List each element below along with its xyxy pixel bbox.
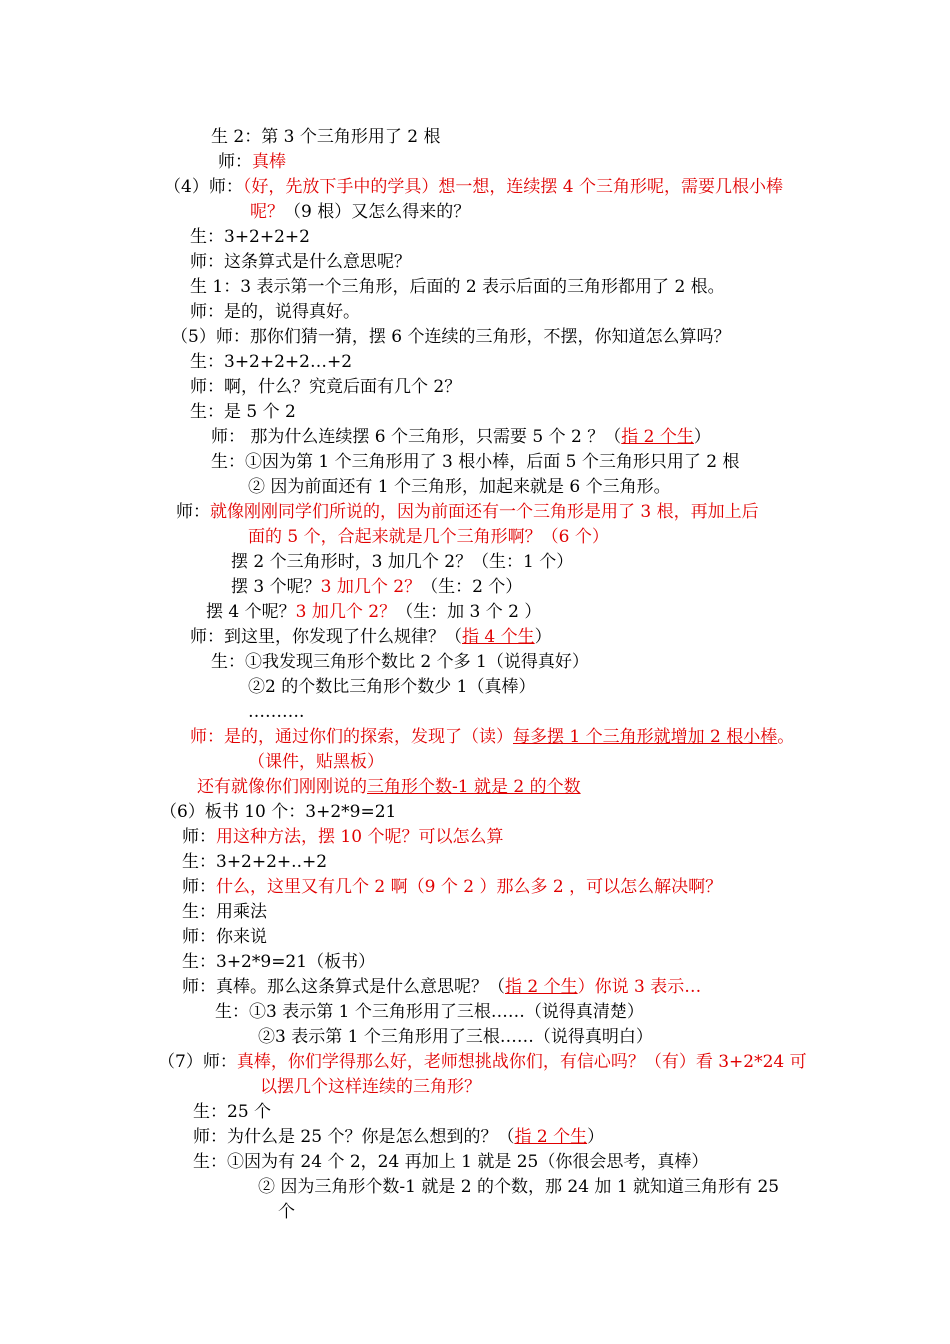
text-line	[171, 326, 730, 348]
text-line	[258, 1026, 653, 1048]
text-segment: 师：是的，通过你们的探索，发现了（读）	[190, 727, 513, 747]
text-segment: 师：是的，说得真好。	[190, 302, 360, 322]
text-line	[248, 701, 304, 723]
text-segment: 生 1：3 表示第一个三角形，后面的 2 表示后面的三角形都用了 2 根。	[190, 277, 725, 297]
text-segment: 生：用乘法	[182, 902, 267, 922]
text-segment: （课件，贴黑板）	[248, 752, 384, 772]
text-segment: 师：啊，什么？究竟后面有几个 2？	[190, 377, 462, 397]
text-segment: （7）师：	[158, 1052, 237, 1072]
text-line	[190, 351, 352, 373]
text-line	[160, 801, 396, 823]
text-segment: 面的 5 个，合起来就是几个三角形啊？（6 个）	[248, 527, 609, 547]
text-segment: 生：①3 表示第 1 个三角形用了三根……（说得真清楚）	[215, 1002, 644, 1022]
text-segment: 师：真棒。那么这条算式是什么意思呢？（	[182, 977, 505, 997]
text-segment: 三角形个数-1 就是 2 的个数	[367, 777, 581, 797]
text-line	[190, 376, 461, 398]
text-line	[182, 826, 503, 848]
text-line	[258, 1176, 779, 1198]
text-line	[182, 926, 267, 948]
text-segment: 以摆几个这样连续的三角形？	[260, 1077, 481, 1097]
text-segment: 指 2 个生	[505, 977, 578, 997]
text-segment: 师：	[182, 827, 216, 847]
text-segment: 生：3+2+2+..+2	[182, 852, 328, 872]
text-segment: （好，先放下手中的学具）想一想，连续摆 4 个三角形呢，需要几根小棒	[242, 177, 783, 197]
text-segment: 什么，这里又有几个 2 啊（9 个 2 ）那么多 2 ，可以怎么解决啊？	[216, 877, 723, 897]
text-segment: （6）板书 10 个：3+2*9=21	[160, 802, 397, 822]
text-segment: 生：3+2*9=21（板书）	[182, 952, 376, 972]
text-segment: （9 根）又怎么得来的？	[284, 202, 471, 222]
text-segment: 摆 3 个呢？	[231, 577, 321, 597]
text-line	[211, 651, 589, 673]
text-segment: 真棒	[252, 152, 286, 172]
text-segment: 3 加几个 2？	[295, 602, 397, 622]
text-segment: ② 因为前面还有 1 个三角形，加起来就是 6 个三角形。	[248, 477, 671, 497]
text-line	[248, 476, 671, 498]
text-line	[197, 776, 581, 798]
text-line	[190, 276, 725, 298]
text-line	[215, 1001, 644, 1023]
text-segment: ②3 表示第 1 个三角形用了三根……（说得真明白）	[258, 1027, 653, 1047]
text-line	[158, 1051, 807, 1073]
text-line	[211, 126, 440, 148]
text-line	[190, 251, 411, 273]
text-line	[206, 601, 541, 623]
text-line	[190, 226, 310, 248]
text-segment: 3 加几个 2？	[320, 577, 422, 597]
text-segment: ）	[587, 1127, 605, 1147]
text-segment: （4）师：	[164, 177, 243, 197]
text-segment: 师：	[176, 502, 210, 522]
text-segment: 摆 4 个呢？	[206, 602, 296, 622]
text-segment: 真棒，你们学得那么好，老师想挑战你们，有信心吗？（有）看 3+2*24 可	[236, 1052, 807, 1072]
text-line	[211, 451, 740, 473]
text-segment: （生：加 3 个 2 ）	[396, 602, 542, 622]
text-segment: 指 2 个生	[621, 427, 694, 447]
text-line	[260, 1076, 481, 1098]
text-segment: 生 2：第 3 个三角形用了 2 根	[211, 127, 441, 147]
text-line	[182, 901, 267, 923]
text-line	[193, 1126, 604, 1148]
text-segment: 还有就像你们刚刚说的	[197, 777, 367, 797]
text-line	[190, 301, 360, 323]
text-segment: 指 2 个生	[514, 1127, 588, 1147]
text-segment: 师：你来说	[182, 927, 267, 947]
text-line	[182, 976, 701, 998]
text-line	[231, 551, 573, 573]
text-segment: ）	[693, 427, 711, 447]
text-segment: 用这种方法，摆 10 个呢？可以怎么算	[216, 827, 504, 847]
text-segment: ② 因为三角形个数-1 就是 2 的个数，那 24 加 1 就知道三角形有 25	[258, 1177, 780, 1197]
text-segment: 个	[278, 1202, 295, 1222]
text-line	[164, 176, 783, 198]
text-segment: 生：①因为第 1 个三角形用了 3 根小棒，后面 5 个三角形只用了 2 根	[211, 452, 740, 472]
text-line	[182, 876, 722, 898]
text-segment: ……….	[248, 702, 305, 722]
text-segment: ②2 的个数比三角形个数少 1（真棒）	[248, 677, 536, 697]
text-segment: （5）师：那你们猜一猜，摆 6 个连续的三角形，不摆，你知道怎么算吗？	[171, 327, 731, 347]
text-segment: 指 4 个生	[462, 627, 535, 647]
text-line	[182, 851, 327, 873]
text-line	[250, 201, 470, 223]
text-line	[190, 626, 552, 648]
text-line	[182, 951, 375, 973]
text-line	[176, 501, 759, 523]
text-line	[231, 576, 522, 598]
text-segment: 师：	[182, 877, 216, 897]
text-segment: 师：到这里，你发现了什么规律？（	[190, 627, 462, 647]
text-line	[248, 526, 609, 548]
text-segment: 生：是 5 个 2	[190, 402, 296, 422]
text-segment: 。	[777, 727, 795, 747]
text-segment: 生：3+2+2+2…+2	[190, 352, 353, 372]
text-line	[190, 726, 794, 748]
text-segment: （生：2 个）	[421, 577, 523, 597]
text-segment: 每多摆 1 个三角形就增加 2 根小棒	[513, 727, 778, 747]
text-segment: 生：①我发现三角形个数比 2 个多 1（说得真好）	[211, 652, 589, 672]
text-segment: ）你说 3 表示…	[577, 977, 702, 997]
text-segment: 摆 2 个三角形时，3 加几个 2？（生：1 个）	[231, 552, 574, 572]
text-segment: 师：为什么是 25 个？你是怎么想到的？（	[193, 1127, 515, 1147]
text-segment: 呢？	[250, 202, 284, 222]
text-line	[190, 401, 296, 423]
text-line	[248, 676, 535, 698]
text-segment: 师：	[218, 152, 252, 172]
text-segment: 生：25 个	[193, 1102, 272, 1122]
text-segment: 师：这条算式是什么意思呢？	[190, 252, 411, 272]
text-segment: 生：3+2+2+2	[190, 227, 310, 247]
text-segment: ）	[534, 627, 552, 647]
text-segment: 生：①因为有 24 个 2，24 再加上 1 就是 25（你很会思考，真棒）	[193, 1152, 709, 1172]
text-line	[193, 1101, 271, 1123]
text-line	[193, 1151, 708, 1173]
text-line	[248, 751, 384, 773]
text-segment: 师： 那为什么连续摆 6 个三角形，只需要 5 个 2 ？（	[211, 427, 622, 447]
text-line	[278, 1201, 295, 1223]
text-line	[211, 426, 711, 448]
text-line	[218, 151, 286, 173]
text-segment: 就像刚刚同学们所说的，因为前面还有一个三角形是用了 3 根，再加上后	[210, 502, 759, 522]
